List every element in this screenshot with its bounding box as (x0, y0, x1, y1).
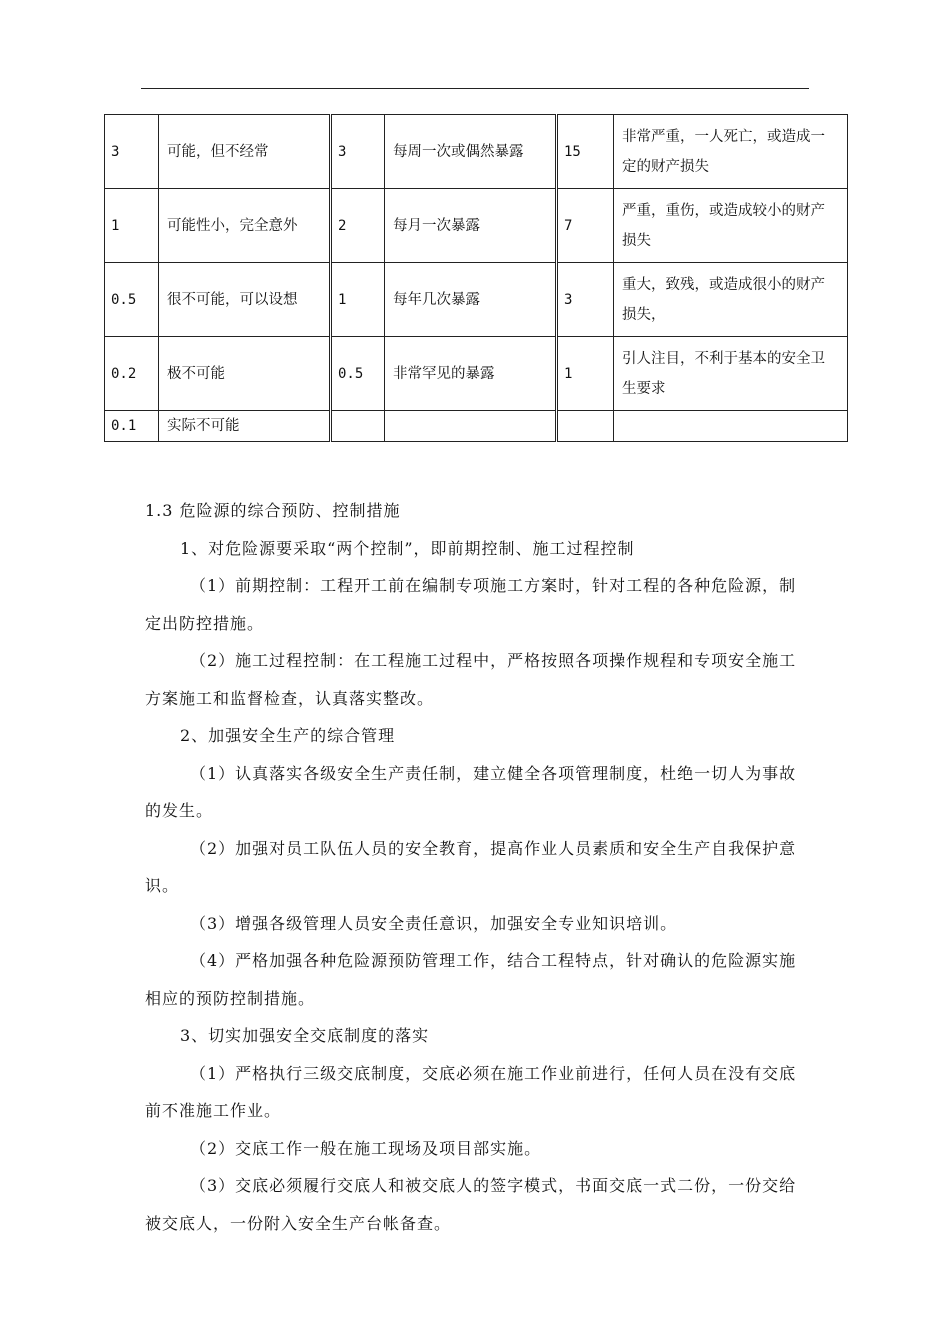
consequence-desc: 严重，重伤，或造成较小的财产损失 (614, 189, 848, 263)
likelihood-desc: 实际不可能 (159, 411, 331, 442)
likelihood-score: 0.1 (105, 411, 159, 442)
likelihood-desc: 可能，但不经常 (159, 115, 331, 189)
section-heading: 1.3 危险源的综合预防、控制措施 (145, 501, 401, 520)
paragraph: （2）施工过程控制：在工程施工过程中，严格按照各项操作规程和专项安全施工方案施工和监督检查，认真落实整改。 (145, 651, 797, 708)
paragraph: 3、切实加强安全交底制度的落实 (180, 1026, 430, 1045)
likelihood-desc: 可能性小，完全意外 (159, 189, 331, 263)
table-row (105, 263, 848, 337)
consequence-desc: 非常严重，一人死亡，或造成一定的财产损失 (614, 115, 848, 189)
exposure-desc (385, 411, 557, 442)
paragraph: （2）交底工作一般在施工现场及项目部实施。 (190, 1138, 542, 1158)
likelihood-score: 3 (105, 115, 159, 189)
paragraph: （3）交底必须履行交底人和被交底人的签字模式，书面交底一式二份，一份交给被交底人，一份附入安全生产台帐备查。 (145, 1176, 797, 1233)
exposure-desc: 非常罕见的暴露 (385, 337, 557, 411)
likelihood-desc: 极不可能 (159, 337, 331, 411)
risk-evaluation-table (104, 114, 848, 442)
exposure-desc: 每月一次暴露 (385, 189, 557, 263)
consequence-score: 7 (557, 189, 614, 263)
paragraph: （1）认真落实各级安全生产责任制，建立健全各项管理制度，杜绝一切人为事故的发生。 (145, 763, 797, 820)
consequence-desc: 引人注目，不利于基本的安全卫生要求 (614, 337, 848, 411)
exposure-score: 2 (331, 189, 385, 263)
paragraph: （1）前期控制：工程开工前在编制专项施工方案时，针对工程的各种危险源，制定出防控措施。 (145, 576, 797, 633)
table-row (105, 115, 848, 189)
likelihood-desc: 很不可能，可以设想 (159, 263, 331, 337)
paragraph: （2）加强对员工队伍人员的安全教育，提高作业人员素质和安全生产自我保护意识。 (145, 838, 797, 895)
paragraph: （3）增强各级管理人员安全责任意识，加强安全专业知识培训。 (190, 913, 678, 933)
consequence-desc: 重大，致残，或造成很小的财产损失， (614, 263, 848, 337)
consequence-score (557, 411, 614, 442)
paragraph: 2、加强安全生产的综合管理 (180, 726, 396, 745)
exposure-score: 1 (331, 263, 385, 337)
likelihood-score: 0.2 (105, 337, 159, 411)
paragraph: （4）严格加强各种危险源预防管理工作，结合工程特点，针对确认的危险源实施相应的预防控制措施。 (145, 951, 797, 1008)
exposure-score (331, 411, 385, 442)
consequence-score: 15 (557, 115, 614, 189)
likelihood-score: 0.5 (105, 263, 159, 337)
section-body (145, 492, 810, 1242)
table-row (105, 189, 848, 263)
consequence-desc (614, 411, 848, 442)
consequence-score: 1 (557, 337, 614, 411)
header-rule (141, 88, 809, 89)
exposure-score: 0.5 (331, 337, 385, 411)
paragraph: 1、对危险源要采取“两个控制”，即前期控制、施工过程控制 (180, 538, 635, 558)
consequence-score: 3 (557, 263, 614, 337)
table-row (105, 337, 848, 411)
exposure-desc: 每年几次暴露 (385, 263, 557, 337)
exposure-score: 3 (331, 115, 385, 189)
paragraph: （1）严格执行三级交底制度，交底必须在施工作业前进行，任何人员在没有交底前不准施工作业。 (145, 1063, 797, 1120)
likelihood-score: 1 (105, 189, 159, 263)
exposure-desc: 每周一次或偶然暴露 (385, 115, 557, 189)
table-row (105, 411, 848, 442)
